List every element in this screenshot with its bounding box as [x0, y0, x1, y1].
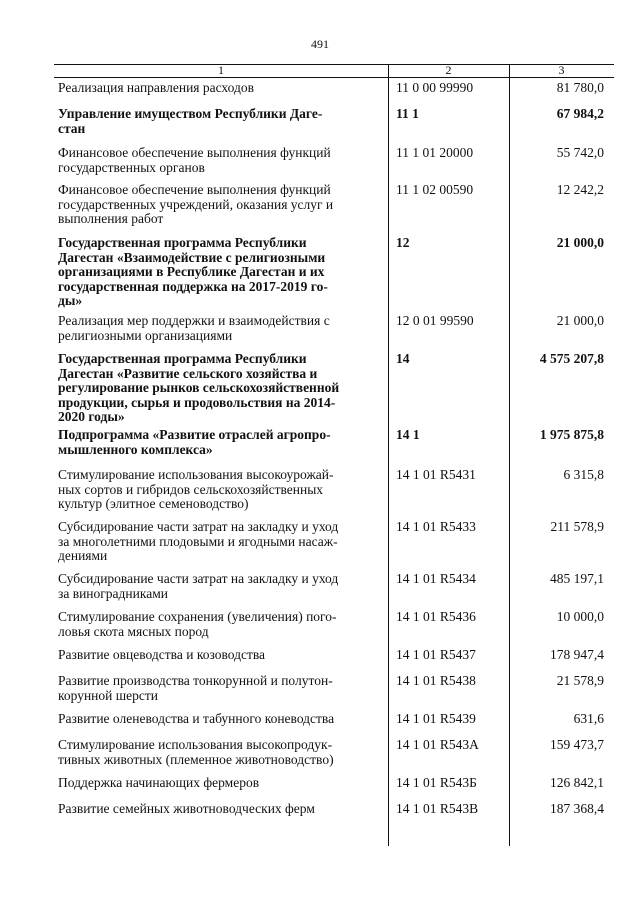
row-code: 14 1 [396, 427, 420, 442]
row-name: Развитие производства тонкорунной и полутон- корунной шерсти [58, 673, 333, 703]
row-amount: 126 842,1 [550, 775, 604, 790]
row-amount: 81 780,0 [556, 80, 604, 95]
row-name: Реализация направления расходов [58, 80, 255, 95]
row-code: 14 1 01 R5434 [396, 571, 476, 586]
row-code: 14 1 01 R5437 [396, 647, 476, 662]
row-amount: 21 000,0 [556, 235, 604, 250]
row-amount: 187 368,4 [550, 801, 604, 816]
row-name: Развитие семейных животноводческих ферм [58, 801, 315, 816]
row-name: Развитие оленеводства и табунного коневодства [58, 711, 335, 726]
row-amount: 178 947,4 [550, 647, 604, 662]
row-amount: 159 473,7 [550, 737, 604, 752]
row-code: 14 1 01 R5431 [396, 467, 476, 482]
row-amount: 12 242,2 [556, 182, 604, 197]
row-amount: 631,6 [573, 711, 604, 726]
row-code: 12 0 01 99590 [396, 313, 474, 328]
row-amount: 67 984,2 [556, 106, 604, 121]
row-code: 14 1 01 R5433 [396, 519, 476, 534]
row-name: Субсидирование части затрат на закладку и уход за многолетними плодовыми и ягодными насаж- дениями [58, 519, 339, 563]
row-name: Стимулирование использования высокоурожай- ных сортов и гибридов сельскохозяйственных культур (элитное семеноводство) [58, 467, 334, 511]
row-code: 11 1 02 00590 [396, 182, 474, 197]
row-name: Управление имуществом Республики Даге- стан [58, 106, 323, 136]
row-amount: 1 975 875,8 [539, 427, 604, 442]
page-number: 491 [311, 37, 329, 51]
row-code: 14 1 01 R5436 [396, 609, 476, 624]
column-header-1: 1 [218, 63, 224, 77]
row-code: 14 1 01 R543A [396, 737, 479, 752]
row-amount: 485 197,1 [550, 571, 604, 586]
row-name: Подпрограмма «Развитие отраслей агропро- мышленного комплекса» [58, 427, 331, 457]
row-amount: 6 315,8 [563, 467, 604, 482]
row-code: 14 1 01 R5439 [396, 711, 476, 726]
column-header-3: 3 [558, 63, 565, 77]
row-code: 11 0 00 99990 [396, 80, 474, 95]
row-name: Поддержка начинающих фермеров [58, 775, 260, 790]
row-name: Стимулирование использования высокопродук- тивных животных (племенное животноводство) [58, 737, 334, 767]
row-amount: 4 575 207,8 [539, 351, 604, 366]
row-code: 12 [396, 235, 410, 250]
row-code: 14 1 01 R543Б [396, 775, 477, 790]
row-name: Субсидирование части затрат на закладку и уход за виноградниками [58, 571, 339, 601]
row-code: 14 [396, 351, 410, 366]
row-amount: 55 742,0 [556, 145, 604, 160]
row-code: 14 1 01 R543В [396, 801, 479, 816]
row-code: 14 1 01 R5438 [396, 673, 476, 688]
row-amount: 21 000,0 [556, 313, 604, 328]
row-name: Финансовое обеспечение выполнения функций государственных учреждений, оказания услуг и выполнения работ [58, 182, 334, 226]
row-amount: 21 578,9 [556, 673, 604, 688]
column-header-2: 2 [445, 63, 452, 77]
row-amount: 10 000,0 [556, 609, 604, 624]
row-name: Государственная программа Республики Дагестан «Взаимодействие с религиозными организациями в Республике Дагестан и их государственная поддержка на 2017-2019 го- ды» [58, 235, 328, 308]
budget-table [54, 64, 614, 846]
row-name: Государственная программа Республики Дагестан «Развитие сельского хозяйства и регулирование рынков сельскохозяйственной продукции, сырья и продовольствия на 2014- 2020 годы» [58, 351, 340, 424]
row-name: Финансовое обеспечение выполнения функций государственных органов [58, 145, 331, 175]
row-name: Реализация мер поддержки и взаимодействия с религиозными организациями [58, 313, 330, 343]
column-divider-2 [509, 64, 510, 846]
row-code: 11 1 [396, 106, 419, 121]
row-code: 11 1 01 20000 [396, 145, 474, 160]
row-amount: 211 578,9 [550, 519, 604, 534]
row-name: Развитие овцеводства и козоводства [58, 647, 266, 662]
row-name: Стимулирование сохранения (увеличения) пого- ловья скота мясных пород [58, 609, 337, 639]
header-bottom-border [54, 77, 614, 78]
column-divider-1 [388, 64, 389, 846]
